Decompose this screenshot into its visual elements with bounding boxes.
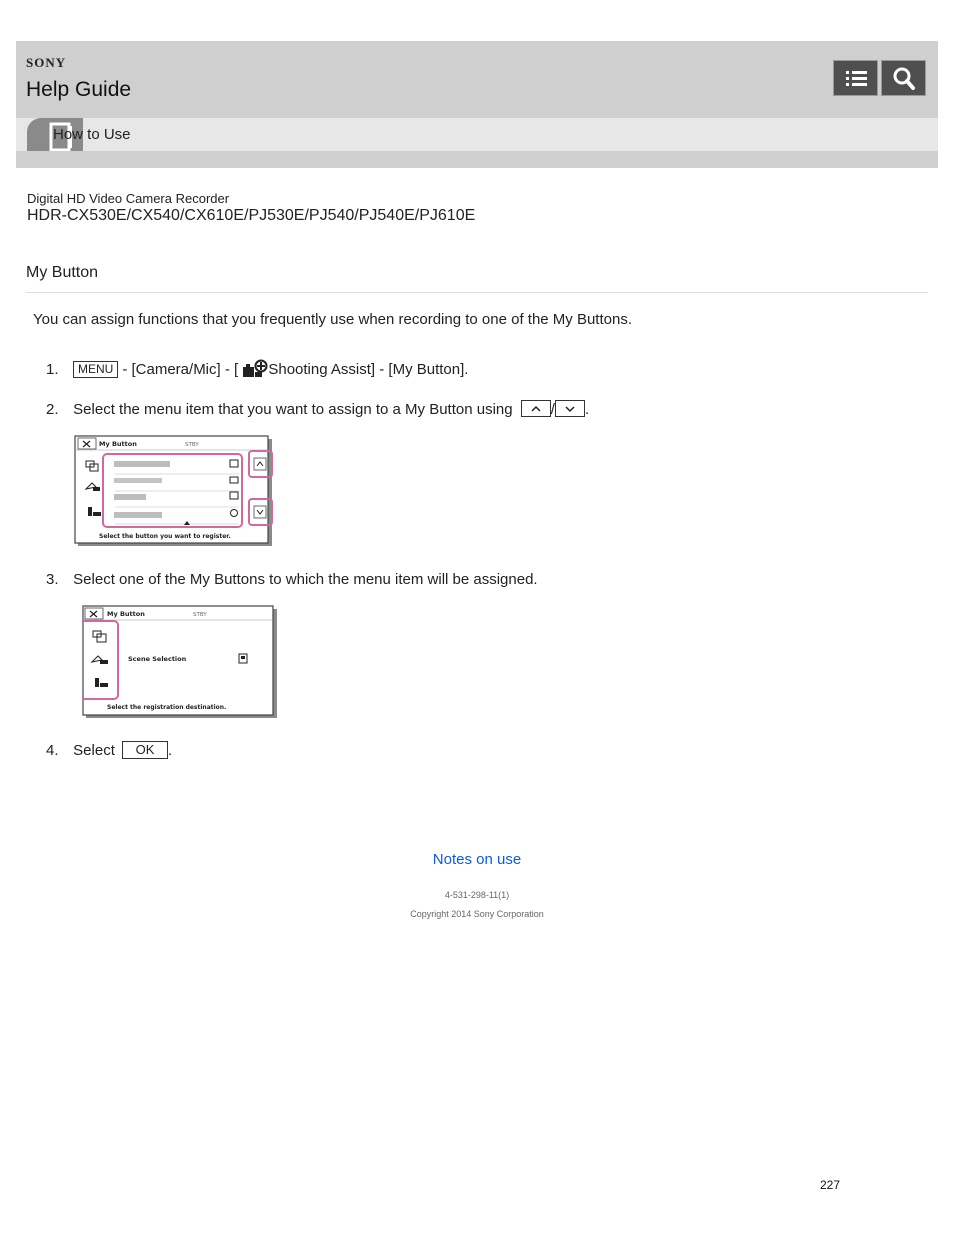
- screen2-footer: Select the registration destination.: [107, 704, 227, 711]
- my-button-screen-2: [82, 605, 278, 719]
- page-title: My Button: [26, 264, 99, 281]
- header-bar: [16, 41, 938, 168]
- chevron-up-icon: [521, 400, 551, 417]
- page-number: 227: [820, 1178, 841, 1192]
- sony-logo: SONY: [26, 55, 67, 70]
- step-1: 1. MENU - [Camera/Mic] - [ Shooting Assist] - [My Button].: [46, 360, 469, 378]
- screen1-title: My Button: [99, 440, 137, 448]
- toc-button[interactable]: [833, 60, 878, 96]
- screen1-footer: Select the button you want to register.: [99, 533, 231, 540]
- search-icon: [882, 61, 927, 97]
- divider: [26, 292, 928, 293]
- product-models: HDR-CX530E/CX540/CX610E/PJ530E/PJ540/PJ540E/PJ610E: [27, 207, 476, 224]
- copyright: Copyright 2014 Sony Corporation: [410, 909, 544, 919]
- ok-key-icon: OK: [122, 741, 168, 759]
- my-button-screen-1: [74, 435, 274, 547]
- screen2-status: STBY: [193, 612, 207, 618]
- product-type: Digital HD Video Camera Recorder: [27, 191, 230, 206]
- intro-text: You can assign functions that you frequently use when recording to one of the My Buttons.: [33, 311, 632, 328]
- notes-on-use-link[interactable]: Notes on use: [432, 851, 522, 868]
- help-guide-title: Help Guide: [26, 78, 132, 101]
- screen2-item: Scene Selection: [128, 655, 187, 663]
- step-4: 4. Select OK .: [46, 742, 173, 759]
- list-icon: [834, 61, 879, 97]
- menu-key-icon: MENU: [73, 361, 118, 378]
- screen1-status: STBY: [185, 442, 199, 448]
- step-2: 2. Select the menu item that you want to assign to a My Button using / .: [46, 401, 590, 418]
- section-label[interactable]: How to Use: [53, 126, 131, 143]
- chevron-down-icon: [555, 400, 585, 417]
- search-button[interactable]: [881, 60, 926, 96]
- section-bar: [16, 118, 938, 151]
- document-code: 4-531-298-11(1): [444, 890, 510, 900]
- step-3: 3. Select one of the My Buttons to which the menu item will be assigned.: [46, 571, 538, 588]
- shooting-assist-icon: [242, 359, 268, 379]
- screen2-title: My Button: [107, 610, 145, 618]
